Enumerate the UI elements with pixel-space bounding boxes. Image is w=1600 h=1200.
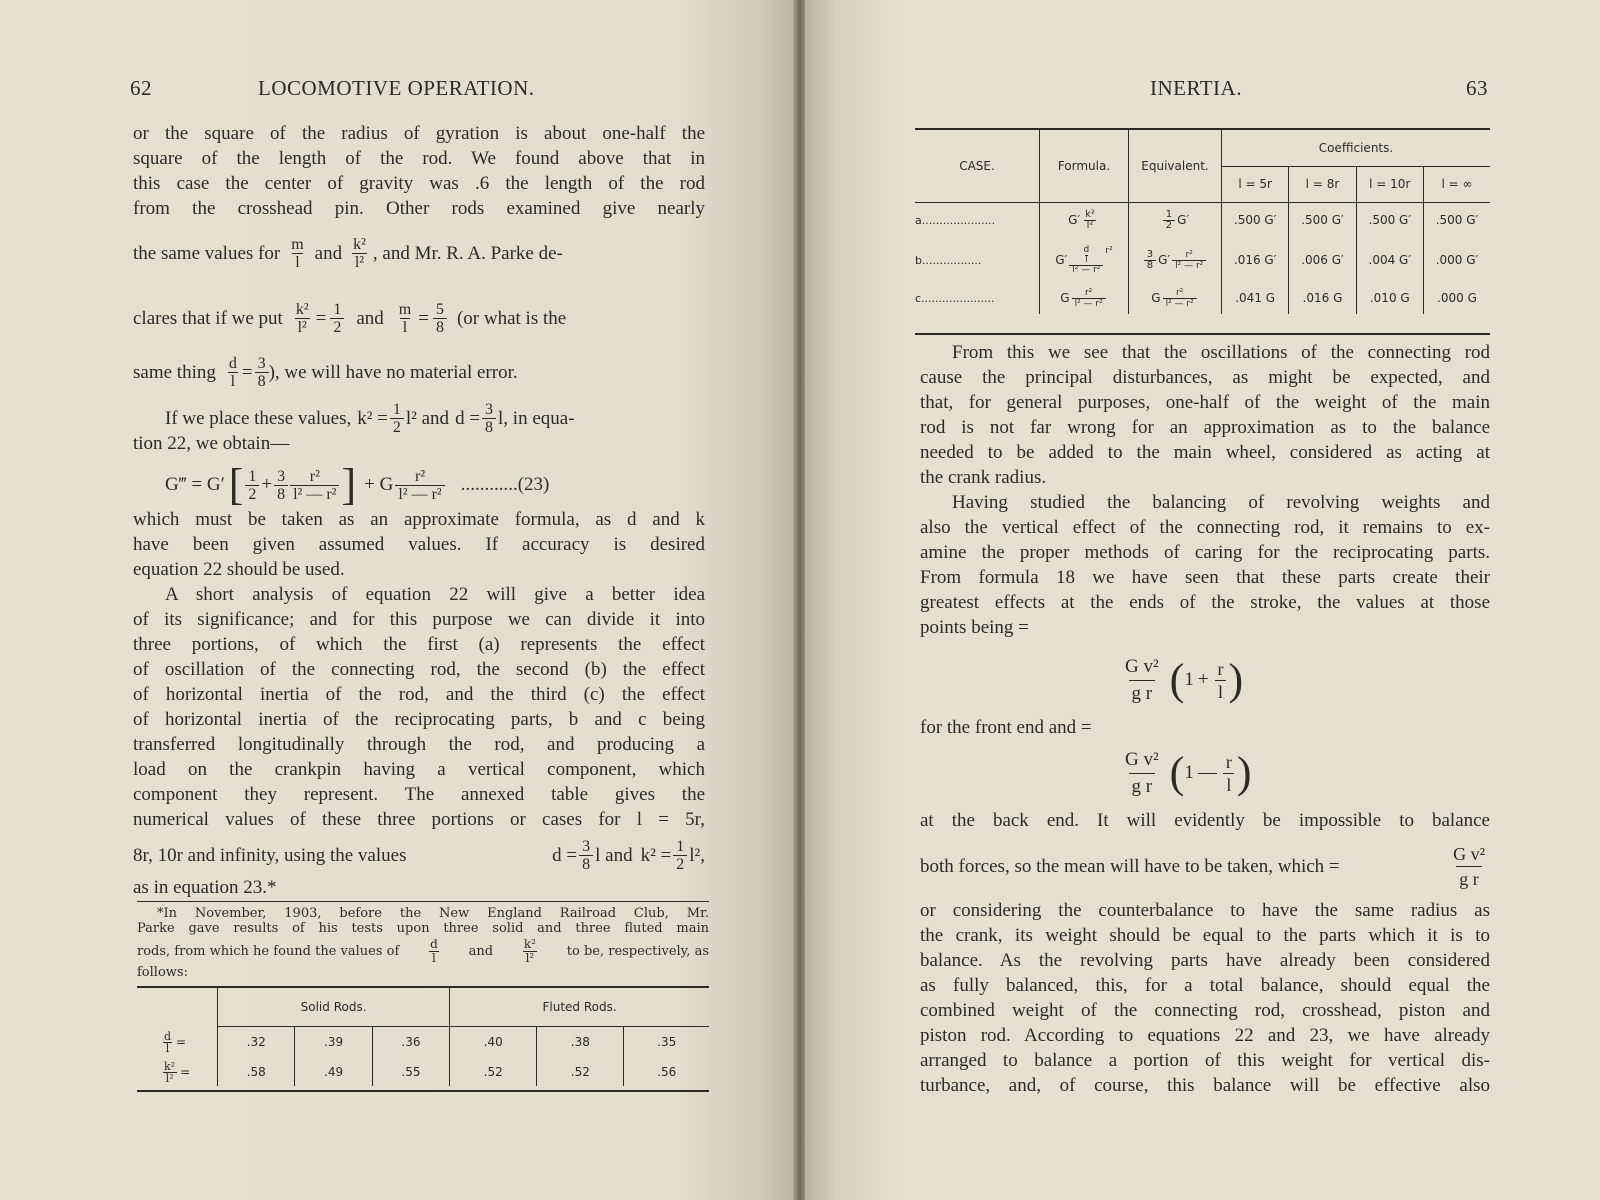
text-line: points being = [920,617,1029,638]
fraction: $\frac{5}{8}$ [433,301,447,336]
fraction: $\frac{d}{l}$ [164,1029,172,1055]
text-line: numerical values of these three portions or cases for l = 5r, [133,809,705,830]
fraction: 1 2 [245,468,259,503]
fraction: $\frac{3}{8}$ [255,355,269,390]
table-cell: .500 G′ [1356,202,1423,238]
formula-line: If we place these values, k² = $\frac{1}{2}$ l² and d = $\frac{3}{8}$ l, in equa- [165,400,575,436]
text-line: From formula 18 we have seen that these parts create their [920,567,1490,588]
text-line: three portions, of which the first (a) represents the effect [133,634,705,655]
text-line: of horizontal inertia of the rod, and the third (c) the effect [133,684,705,705]
table-row [915,282,1490,314]
table-cell: .49 [295,1058,372,1086]
text-line: from the crosshead pin. Other rods examined give nearly [133,198,705,219]
table-cell: .52 [450,1058,537,1086]
column-header: l = ∞ [1423,166,1490,202]
table-cell: .016 G′ [1222,238,1289,282]
table-cell: .38 [537,1026,624,1058]
table-cell: .500 G′ [1289,202,1356,238]
text-line: equation 22 should be used. [133,559,345,580]
equivalent-cell: G $\frac{\text{r²}}{\text{l² — r²}}$ [1129,282,1222,314]
formula-cell: G′ $\frac{\text{k²}}{\text{l²}}$ [1040,202,1129,238]
table-cell: .041 G [1222,282,1289,314]
table-row [915,202,1490,238]
text-line: combined weight of the connecting rod, crosshead, piston and [920,1000,1490,1021]
table-cell: .52 [537,1058,624,1086]
text-line: greatest effects at the ends of the stroke, the values at those [920,592,1490,613]
table-cell: .58 [218,1058,295,1086]
table-cell: .40 [450,1026,537,1058]
table-cell: .004 G′ [1356,238,1423,282]
paragraph [133,121,705,221]
fraction: $\frac{m}{l}$ [398,300,412,336]
formula-line: same thing $\frac{d}{l}$ = $\frac{3}{8}$ ), we will have no material error. [133,354,518,390]
formula-header: Formula. [1040,130,1129,202]
text-line: or the square of the radius of gyration is about one-half the [133,123,705,144]
footnote-line: rods, from which he found the values of d l and k² l² to be, respectively, as [137,937,709,965]
table-cell: .35 [657,1035,677,1050]
footnote-line: Parke gave results of his tests upon three solid and three fluted main [137,921,709,936]
front-end-formula: G v² g r ( 1 + $\frac{r}{l}$ ) [1120,645,1243,715]
footnote-line: *In November, 1903, before the New England Railroad Club, Mr. [157,906,709,921]
text-line: the crank radius. [920,467,1047,488]
formula-line: the same values for m l and k² l² , and Mr. R. A. Parke de- [133,235,563,271]
case-header: CASE. [915,130,1040,202]
text-line: which must be taken as an approximate formula, as d and k [133,509,705,530]
fraction: $\frac{1}{2}$ [330,301,344,336]
fraction: $\frac{\text{k²}}{\text{l²}}$ [164,1059,176,1085]
table-row [915,238,1490,282]
text-line: have been given assumed values. If accuracy is desired [133,534,705,555]
text-line: transferred longitudinally through the rod, and producing a [133,734,705,755]
text-line: turbance, and, of course, this balance will be effective also [920,1075,1490,1096]
table-cell: .56 [657,1065,677,1079]
text-line: From this we see that the oscillations of the connecting rod [952,342,1490,363]
paragraph [133,582,705,832]
text-line: also the vertical effect of the connecting rod, it remains to ex- [920,517,1490,538]
fraction: $\frac{d}{l}$ [228,354,237,390]
text-line: load on the crankpin having a vertical component, which [133,759,705,780]
table-cell: .32 [218,1026,295,1058]
formula-line: both forces, so the mean will have to be taken, which = $\frac{\text{G v²}}{\text{g r}}$ [920,843,1485,889]
coefficients-table [915,130,1490,314]
text-line: rod is not far wrong for an approximation as to the balance [920,417,1490,438]
text-line: of its significance; and for this purpose we can divide it into [133,609,705,630]
text-line: A short analysis of equation 22 will give a better idea [165,584,705,605]
text-line: or considering the counterbalance to have the same radius as [920,900,1490,921]
coefficients-header: Coefficients. [1222,130,1491,166]
table-cell: .39 [295,1026,372,1058]
page-number: 63 [1466,76,1488,100]
table-cell: .55 [372,1058,449,1086]
paragraph [133,507,705,582]
text-line: of oscillation of the connecting rod, the second (b) the effect [133,659,705,680]
text-line: Having studied the balancing of revolving weights and [952,492,1490,513]
text-line: balance. As the revolving parts have already been considered [920,950,1490,971]
text-line: piston rod. According to equations 22 and 23, we have already [920,1025,1490,1046]
table-row: $\frac{\text{k²}}{\text{l²}}$ = .58 .49 .55 .52 .52 .56 [137,1058,709,1086]
table-cell: .500 G′ [1435,213,1479,228]
table-cell: .36 [372,1026,449,1058]
table-row: $\frac{d}{l}$ = .32 .39 .36 .40 .38 .35 [137,1026,709,1058]
paragraph [920,340,1490,490]
table-cell: .010 G [1356,282,1423,314]
equation-23: G‴ = G′ [ 1 2 + $\frac{3}{8}$ r² l² — r² ] + G r² l² — r² ............(23) [165,460,550,509]
case-label: b................. [915,238,1040,282]
text-line: that, for general purposes, one-half of the weight of the main [920,392,1490,413]
table-cell: .000 G [1437,291,1477,305]
fraction: $\frac{1}{2}$ [673,838,687,873]
text-line: for the front end and = [920,717,1092,738]
text-line: at the back end. It will evidently be impossible to balance [920,810,1490,831]
running-head: INERTIA. [1150,76,1242,100]
equivalent-cell: $\frac{1}{2}$ G′ [1129,202,1222,238]
formula-line: clares that if we put $\frac{\text{k²}}{\text{l²}}$ = $\frac{1}{2}$ and $\frac{m}{l}$ = $\frac{5}{8}$ (or what is the [133,300,567,336]
column-header: l = 5r [1222,166,1289,202]
fraction: k² l² [523,937,536,965]
case-label: c..................... [915,282,1040,314]
text-line: as fully balanced, this, for a total balance, should equal the [920,975,1490,996]
text-line: needed to be added to the main wheel, considered as acting at [920,442,1490,463]
formula-cell: G $\frac{\text{r²}}{\text{l² — r²}}$ [1040,282,1129,314]
equivalent-cell: $\frac{3}{8}$ G′ $\frac{\text{r²}}{\text{l² — r²}}$ [1129,238,1222,282]
table-cell: .500 G′ [1222,202,1289,238]
text-line: arranged to balance a portion of this weight for vertical dis- [920,1050,1490,1071]
text-line: square of the length of the rod. We found above that in [133,148,705,169]
paragraph [920,490,1490,640]
column-header: l = 10r [1356,166,1423,202]
footnote [137,906,709,980]
formula-cell: G′ d l l² — r² $^{r^2}$ [1040,238,1129,282]
fraction: r² l² — r² [395,468,444,503]
text-line: as in equation 23.* [133,877,277,898]
fraction: $\frac{3}{8}$ [482,401,496,436]
fluted-rods-header: Fluted Rods. [450,988,709,1026]
text-line: tion 22, we obtain— [133,433,290,454]
table-cell: .006 G′ [1289,238,1356,282]
fraction: $\frac{3}{8}$ [579,838,593,873]
fraction: d l [430,937,438,965]
text-line: the crank, its weight should be equal to the parts which it is to [920,925,1490,946]
text-line: of horizontal inertia of the reciprocating parts, b and c being [133,709,705,730]
fraction: $\frac{3}{8}$ [274,468,288,503]
right-page [805,0,1600,1200]
solid-rods-header: Solid Rods. [218,988,450,1026]
text-line: component they represent. The annexed table gives the [133,784,705,805]
case-label: a..................... [915,202,1040,238]
running-head: LOCOMOTIVE OPERATION. [258,76,535,100]
back-end-formula: G v² g r ( 1 — r l ) [1120,738,1251,808]
formula-line: 8r, 10r and infinity, using the values d = $\frac{3}{8}$ l and k² = $\frac{1}{2}$ l², [133,837,705,873]
fraction: m l [291,235,304,271]
fraction: $\frac{1}{2}$ [390,401,404,436]
table-cell: .016 G [1289,282,1356,314]
left-page [0,0,795,1200]
fraction: r² l² — r² [290,468,339,503]
text-line: amine the proper methods of caring for the reciprocating parts. [920,542,1490,563]
page-number: 62 [130,76,152,100]
fraction: $\frac{\text{k²}}{\text{l²}}$ [295,300,309,336]
fraction: k² l² [353,235,366,271]
column-header: l = 8r [1289,166,1356,202]
rod-values-table [137,988,709,1086]
text-line: this case the center of gravity was .6 the length of the rod [133,173,705,194]
equivalent-header: Equivalent. [1129,130,1222,202]
text-line: cause the principal disturbances, as might be expected, and [920,367,1490,388]
paragraph [920,898,1490,1098]
table-cell: .000 G′ [1435,253,1479,267]
footnote-line: follows: [137,965,188,980]
